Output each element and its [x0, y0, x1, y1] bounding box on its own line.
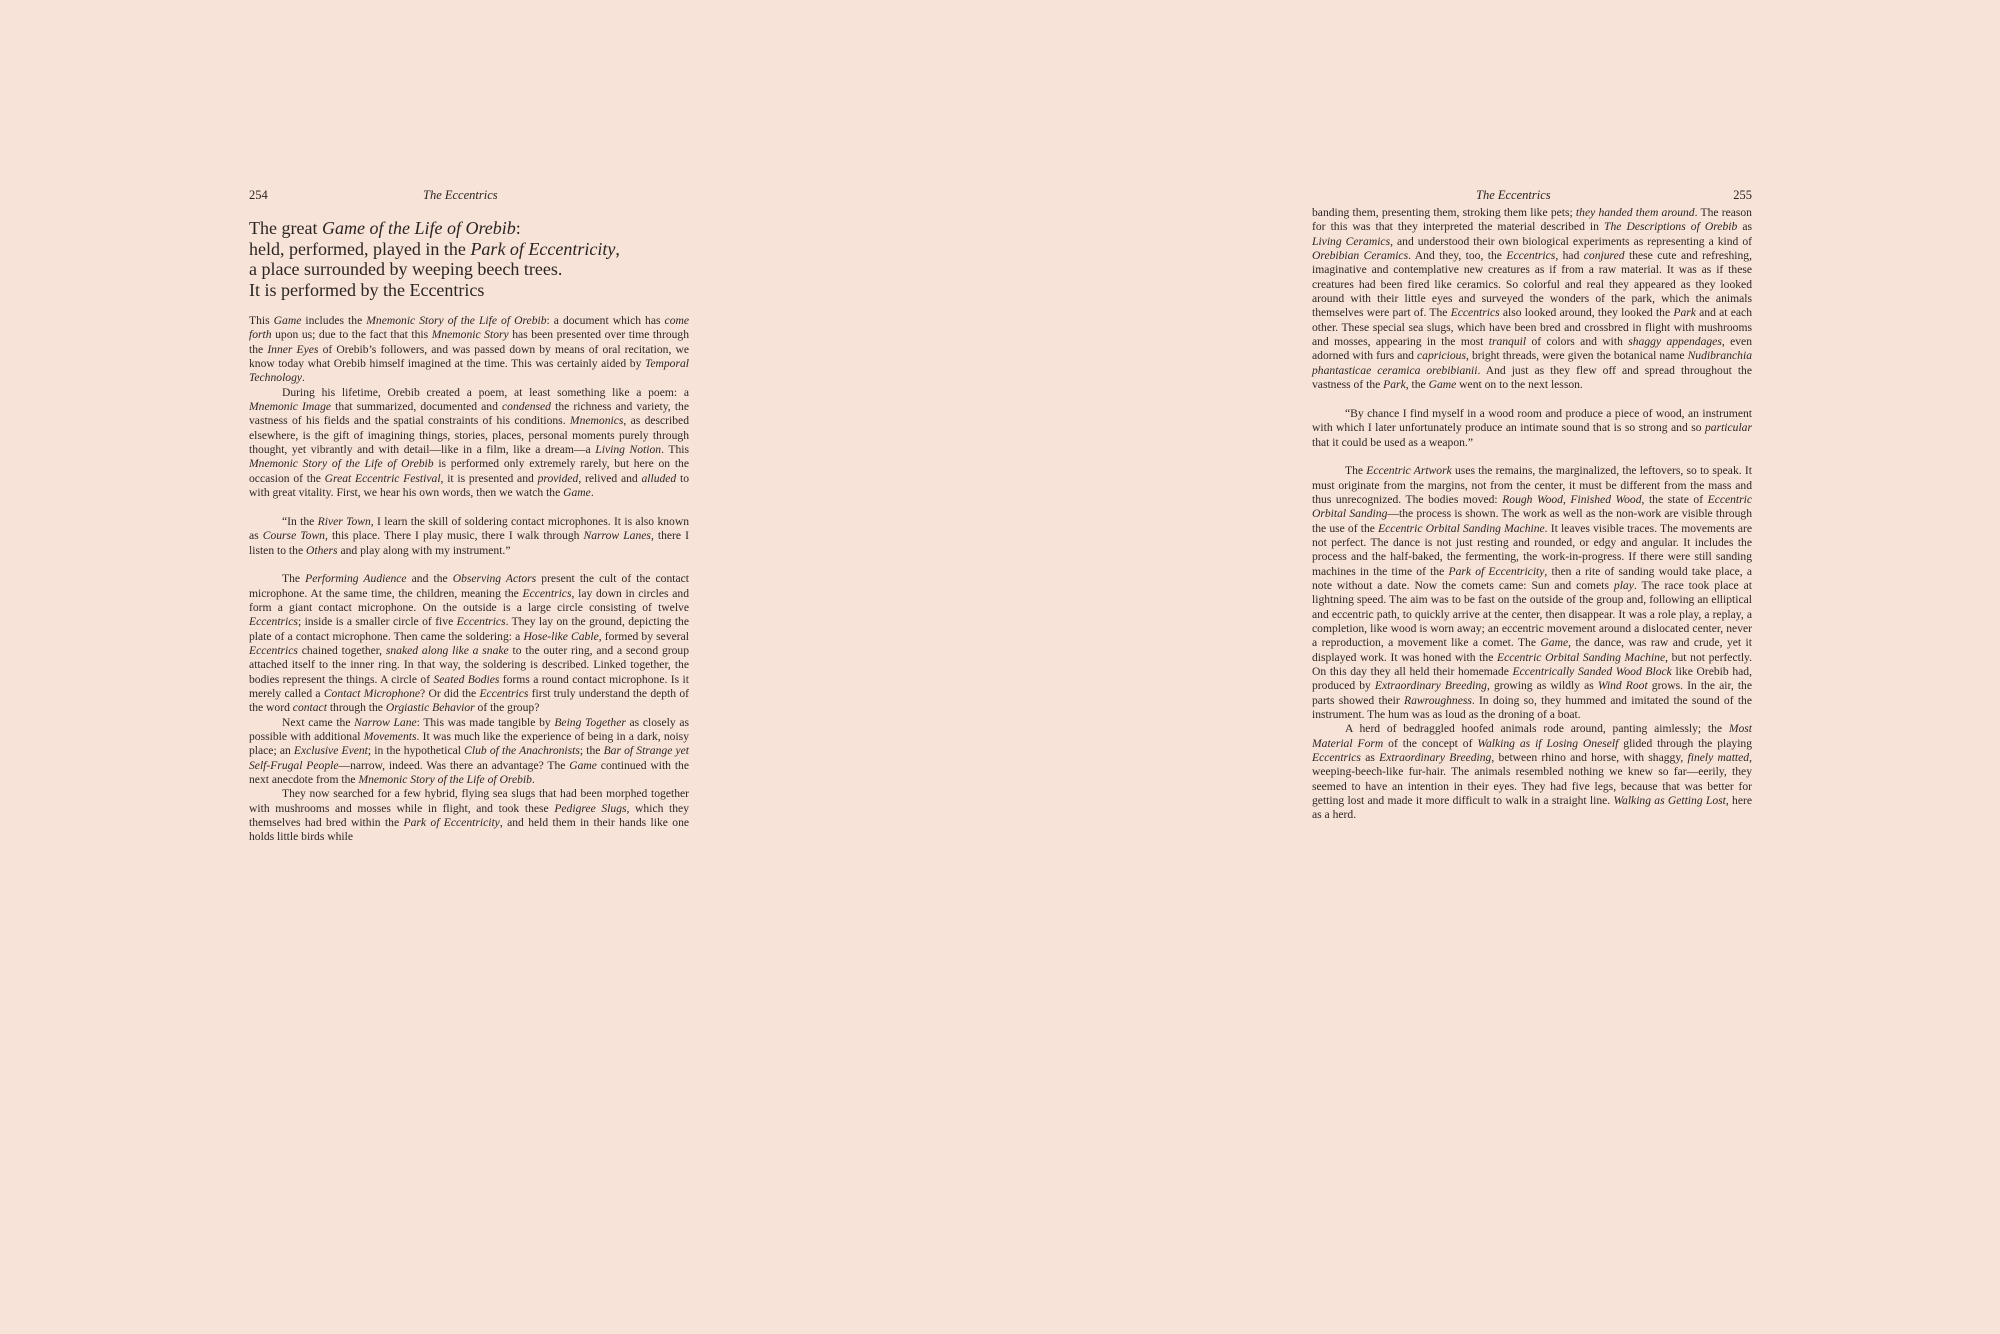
- left-running-head: [249, 186, 689, 204]
- page-number: 254: [249, 188, 268, 202]
- page-number: 255: [1733, 188, 1752, 202]
- body-paragraph: A herd of bedraggled hoofed animals rode around, panting aimlessly; the Most Material Form of the concept of Walking as if Losing Oneself glided through the playing Eccentrics as Extraordinary Breeding, between rhino and horse, with shaggy, finely matted, weeping-beech-like fur-hair. The animals resembled nothing we knew so far—eerily, they seemed to have an intention in their eyes. They had five legs, because that was better for getting lost and made it more difficult to walk in a straight line. Walking as Getting Lost, here as a herd.: [1312, 722, 1753, 822]
- body-paragraph: During his lifetime, Orebib created a poem, at least something like a poem: a Mnemonic Image that summarized, documented and condensed the richness and variety, the vastness of his fields and the spatial constraints of his conditions. Mnemonics, as described elsewhere, is the gift of imagining things, stories, places, personal moments purely through thought, yet vibrantly and with detail—like in a film, like a dream—a Living Notion. This Mnemonic Story of the Life of Orebib is performed only extremely rarely, but here on the occasion of the Great Eccentric Festival, it is presented and provided, relived and alluded to with great vitality. First, we hear his own words, then we watch the Game.: [249, 385, 690, 500]
- left-page-body: [249, 314, 689, 845]
- body-paragraph: This Game includes the Mnemonic Story of the Life of Orebib: a document which has come forth upon us; due to the fact that this Mnemonic Story has been presented over time through the Inner Eyes of Orebib’s followers, and was passed down by means of oral recitation, we know today what Orebib himself imagined at the time. This was certainly aided by Temporal Technology.: [249, 314, 690, 385]
- body-paragraph: They now searched for a few hybrid, flying sea slugs that had been morphed together with mushrooms and mosses while in flight, and took these Pedigree Slugs, which they themselves had bred within the Park of Eccentricity, and held them in their hands like one holds little birds while: [249, 787, 690, 844]
- right-page-body: [1312, 206, 1752, 823]
- heading-line: It is performed by the Eccentrics: [249, 279, 485, 300]
- body-paragraph: The Performing Audience and the Observing Actors present the cult of the contact microphone. At the same time, the children, meaning the Eccentrics, lay down in circles and form a giant contact microphone. On the outside is a large circle consisting of twelve Eccentrics; inside is a smaller circle of five Eccentrics. They lay on the ground, depicting the plate of a contact microphone. Then came the soldering: a Hose-like Cable, formed by several Eccentrics chained together, snaked along like a snake to the outer ring, and a second group attached itself to the inner ring. In that way, the soldering is described. Linked together, the bodies represent the things. A circle of Seated Bodies forms a round contact microphone. Is it merely called a Contact Microphone? Or did the Eccentrics first truly understand the depth of the word contact through the Orgiastic Behavior of the group?: [249, 572, 690, 715]
- body-paragraph: The Eccentric Artwork uses the remains, the marginalized, the leftovers, so to speak. It must originate from the margins, not from the center, it must be different from the mass and thus unrecognized. The bodies moved: Rough Wood, Finished Wood, the state of Eccentric Orbital Sanding—the process is shown. The work as well as the non-work are visible through the use of the Eccentric Orbital Sanding Machine. It leaves visible traces. The movements are not perfect. The dance is not just resting and rounded, or edgy and angular. It includes the process and the half-baked, the fermenting, the work-in-progress. If there were still sanding machines in the time of the Park of Eccentricity, then a rite of sanding would take place, a note without a date. Now the comets came: Sun and comets play. The race took place at lightning speed. The aim was to be fast on the outside of the group and, following an elliptical and eccentric path, to quickly arrive at the center, then disappear. It was a role play, a replay, a completion, like wood is worn away; an eccentric movement around a dislocated center, never a reproduction, a movement like a comet. The Game, the dance, was raw and crude, yet it displayed work. It was honed with the Eccentric Orbital Sanding Machine, but not perfectly. On this day they all held their homemade Eccentrically Sanded Wood Block like Orebib had, produced by Extraordinary Breeding, growing as wildly as Wind Root grows. In the air, the parts showed their Rawroughness. In doing so, they hummed and imitated the sound of the instrument. The hum was as loud as the droning of a boat.: [1312, 464, 1753, 722]
- body-paragraph: banding them, presenting them, stroking them like pets; they handed them around. The reason for this was that they interpreted the material described in The Descriptions of Orebib as Living Ceramics, and understood their own biological experiments as representing a kind of Orebibian Ceramics. And they, too, the Eccentrics, had conjured these cute and refreshing, imaginative and contemplative new creatures as if from a raw material. It was as if these creatures had been fired like ceramics. So colorful and real they appeared as they looked around with their little eyes and surveyed the wonders of the park, which the animals themselves were part of. The Eccentrics also looked around, they looked the Park and at each other. These special sea slugs, which have been bred and crossbred in flight with mushrooms and mosses, appearing in the most tranquil of colors and with shaggy appendages, even adorned with furs and capricious, bright threads, were given the botanical name Nudibranchia phantasticae ceramica orebibianii. And just as they flew off and spread throughout the vastness of the Park, the Game went on to the next lesson.: [1312, 206, 1753, 392]
- running-title: The Eccentrics: [423, 188, 498, 202]
- body-paragraph: “In the River Town, I learn the skill of soldering contact microphones. It is also known as Course Town, this place. There I play music, there I walk through Narrow Lanes, there I listen to the Others and play along with my instrument.”: [249, 514, 689, 557]
- chapter-heading: [249, 218, 689, 300]
- heading-line: The great Game of the Life of Orebib:: [249, 218, 521, 238]
- body-paragraph: Next came the Narrow Lane: This was made tangible by Being Together as closely as possible with additional Movements. It was much like the experience of being in a dark, noisy place; an Exclusive Event; in the hypothetical Club of the Anachronists; the Bar of Strange yet Self-Frugal People—narrow, indeed. Was there an advantage? The Game continued with the next anecdote from the Mnemonic Story of the Life of Orebib.: [249, 715, 689, 786]
- right-running-head: [1312, 186, 1752, 204]
- heading-line: a place surrounded by weeping beech trees.: [249, 259, 563, 279]
- body-paragraph: “By chance I find myself in a wood room and produce a piece of wood, an instrument with which I later unfortunately produce an intimate sound that is so strong and so particular that it could be used as a weapon.”: [1312, 406, 1752, 449]
- heading-line: held, performed, played in the Park of Eccentricity,: [249, 238, 620, 259]
- running-title: The Eccentrics: [1476, 188, 1551, 202]
- right-page: [1312, 186, 1752, 823]
- left-page: [249, 186, 689, 845]
